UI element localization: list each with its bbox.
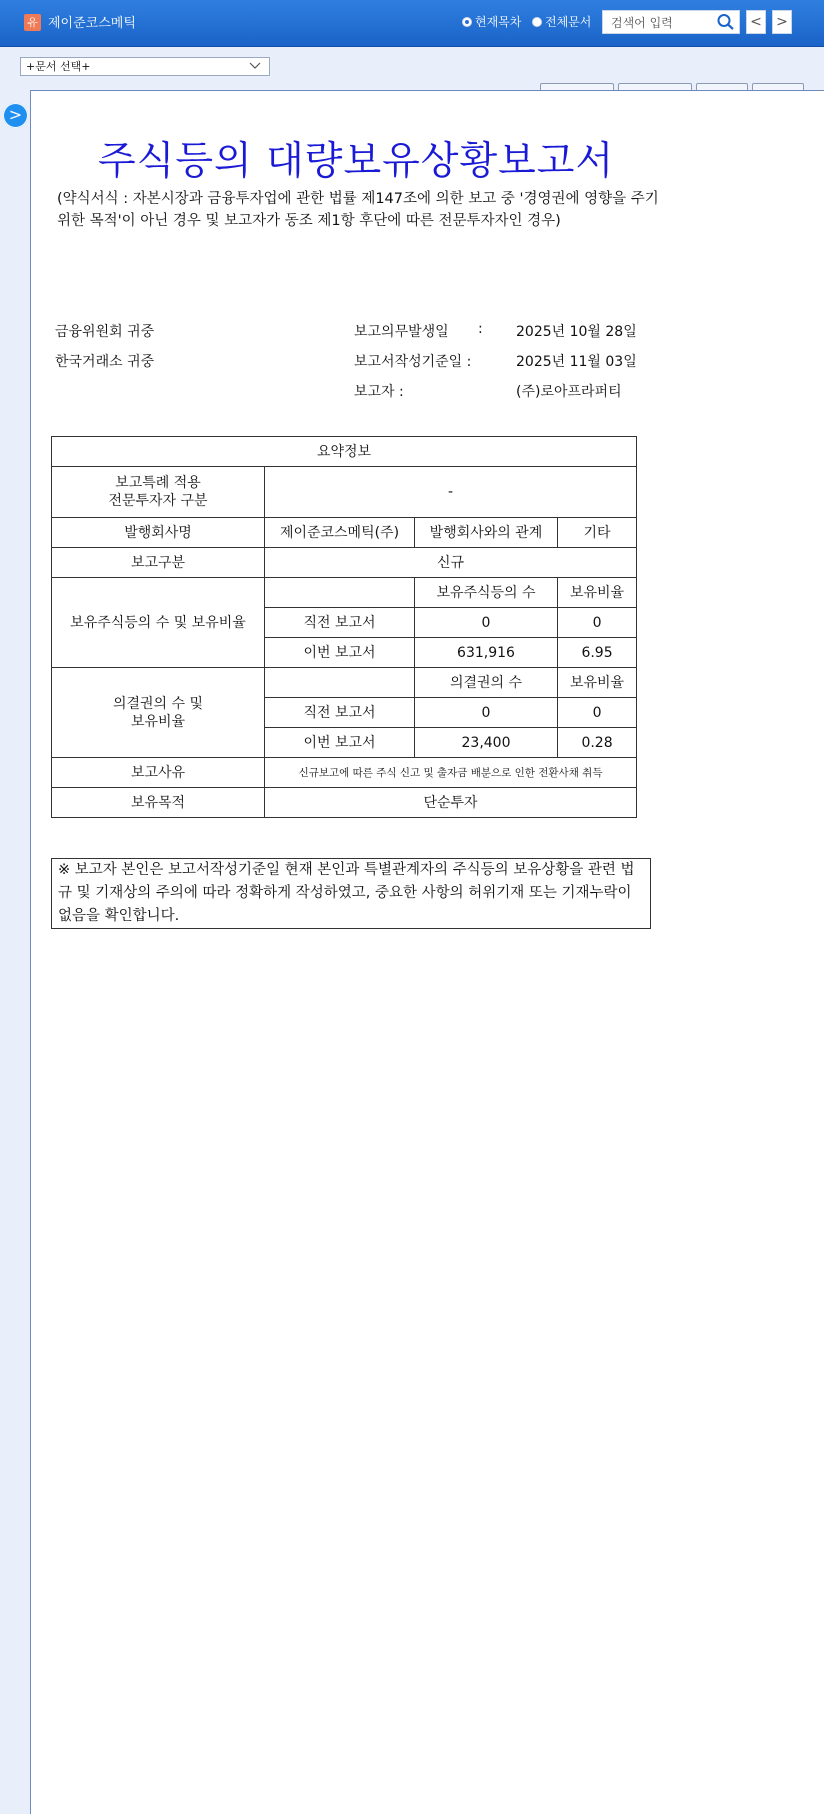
search-placeholder: 검색어 입력 xyxy=(611,16,673,30)
issuer-label: 발행회사명 xyxy=(52,518,265,548)
shares-ratio-header: 보유비율 xyxy=(558,578,637,608)
shares-curr-count: 631,916 xyxy=(415,638,558,668)
votes-curr-ratio: 0.28 xyxy=(558,728,637,758)
radio-whole-document-label: 전체문서 xyxy=(545,15,592,29)
shares-prev-label: 직전 보고서 xyxy=(265,608,415,638)
base-date-value: 2025년 11월 03일 xyxy=(516,354,637,370)
search-input[interactable] xyxy=(602,10,740,34)
table-row xyxy=(52,578,637,608)
table-row xyxy=(52,758,637,788)
radio-checked-icon[interactable] xyxy=(462,17,472,27)
obligation-date-colon: : xyxy=(478,321,483,337)
purpose-value: 단순투자 xyxy=(265,788,637,818)
shares-count-header: 보유주식등의 수 xyxy=(415,578,558,608)
obligation-date-value: 2025년 10월 28일 xyxy=(516,324,637,340)
shares-prev-ratio: 0 xyxy=(558,608,637,638)
votes-label-line1: 의결권의 수 및 xyxy=(112,695,204,712)
sidebar-toggle-button[interactable]: > xyxy=(3,103,28,128)
shares-curr-ratio: 6.95 xyxy=(558,638,637,668)
base-date-label: 보고서작성기준일 : xyxy=(354,354,472,370)
reporter-value: (주)로아프라퍼티 xyxy=(516,384,622,400)
special-case-label-line1: 보고특례 적용 xyxy=(115,475,201,491)
reason-value: 신규보고에 따른 주식 신고 및 출자금 배분으로 인한 전환사채 취득 xyxy=(265,758,637,788)
confirmation-notice: ※ 보고자 본인은 보고서작성기준일 현재 본인과 특별관계자의 주식등의 보유상황을 관련 법규 및 기재상의 주의에 따라 정확하게 작성하였고, 중요한 사항의 허위기재 또는 기재누락이 없음을 확인합니다. xyxy=(51,858,651,929)
radio-current-toc[interactable] xyxy=(462,13,521,30)
next-result-button[interactable]: > xyxy=(772,10,792,34)
shares-prev-count: 0 xyxy=(415,608,558,638)
obligation-date-label: 보고의무발생일 xyxy=(354,324,449,340)
company-logo-icon: 유 xyxy=(24,14,41,31)
radio-whole-document[interactable] xyxy=(532,13,591,30)
special-case-label xyxy=(52,467,265,518)
relation-value: 기타 xyxy=(558,518,637,548)
shares-label: 보유주식등의 수 및 보유비율 xyxy=(52,578,265,668)
purpose-label: 보유목적 xyxy=(52,788,265,818)
reason-label: 보고사유 xyxy=(52,758,265,788)
shares-header-blank xyxy=(265,578,415,608)
report-type-label: 보고구분 xyxy=(52,548,265,578)
summary-heading: 요약정보 xyxy=(52,437,637,467)
votes-header-blank xyxy=(265,668,415,698)
votes-curr-count: 23,400 xyxy=(415,728,558,758)
table-row xyxy=(52,467,637,518)
report-title: 주식등의 대량보유상황보고서 xyxy=(98,139,615,184)
special-case-value: - xyxy=(265,467,637,518)
prev-result-button[interactable]: < xyxy=(746,10,766,34)
shares-curr-label: 이번 보고서 xyxy=(265,638,415,668)
votes-label-line2: 보유비율 xyxy=(130,713,186,730)
radio-current-toc-label: 현재목차 xyxy=(475,15,522,29)
table-row xyxy=(52,788,637,818)
top-header xyxy=(0,0,824,47)
votes-label xyxy=(52,668,265,758)
votes-prev-ratio: 0 xyxy=(558,698,637,728)
table-row xyxy=(52,437,637,467)
votes-ratio-header: 보유비율 xyxy=(558,668,637,698)
votes-prev-label: 직전 보고서 xyxy=(265,698,415,728)
special-case-label-line2: 전문투자자 구분 xyxy=(108,493,208,509)
search-icon[interactable] xyxy=(716,13,736,31)
recipient-fsc: 금융위원회 귀중 xyxy=(55,324,155,340)
reporter-label: 보고자 : xyxy=(354,384,404,400)
summary-table xyxy=(51,436,637,818)
relation-label: 발행회사와의 관계 xyxy=(415,518,558,548)
chevron-down-icon xyxy=(249,61,261,71)
document-select[interactable] xyxy=(20,57,270,76)
votes-prev-count: 0 xyxy=(415,698,558,728)
table-row xyxy=(52,518,637,548)
radio-unchecked-icon[interactable] xyxy=(532,17,542,27)
table-row xyxy=(52,668,637,698)
issuer-value: 제이준코스메틱(주) xyxy=(265,518,415,548)
document-viewer xyxy=(30,90,824,1814)
report-type-value: 신규 xyxy=(265,548,637,578)
table-row xyxy=(52,548,637,578)
company-name: 제이준코스메틱 xyxy=(48,16,136,31)
report-subtitle: (약식서식 : 자본시장과 금융투자업에 관한 법률 제147조에 의한 보고 중 '경영권에 영향을 주기 위한 목적'이 아닌 경우 및 보고자가 동조 제1항 후단에 따른 전문투자자인 경우) xyxy=(57,191,659,229)
recipient-krx: 한국거래소 귀중 xyxy=(55,354,155,370)
votes-count-header: 의결권의 수 xyxy=(415,668,558,698)
votes-curr-label: 이번 보고서 xyxy=(265,728,415,758)
document-select-value: +문서 선택+ xyxy=(26,60,91,73)
